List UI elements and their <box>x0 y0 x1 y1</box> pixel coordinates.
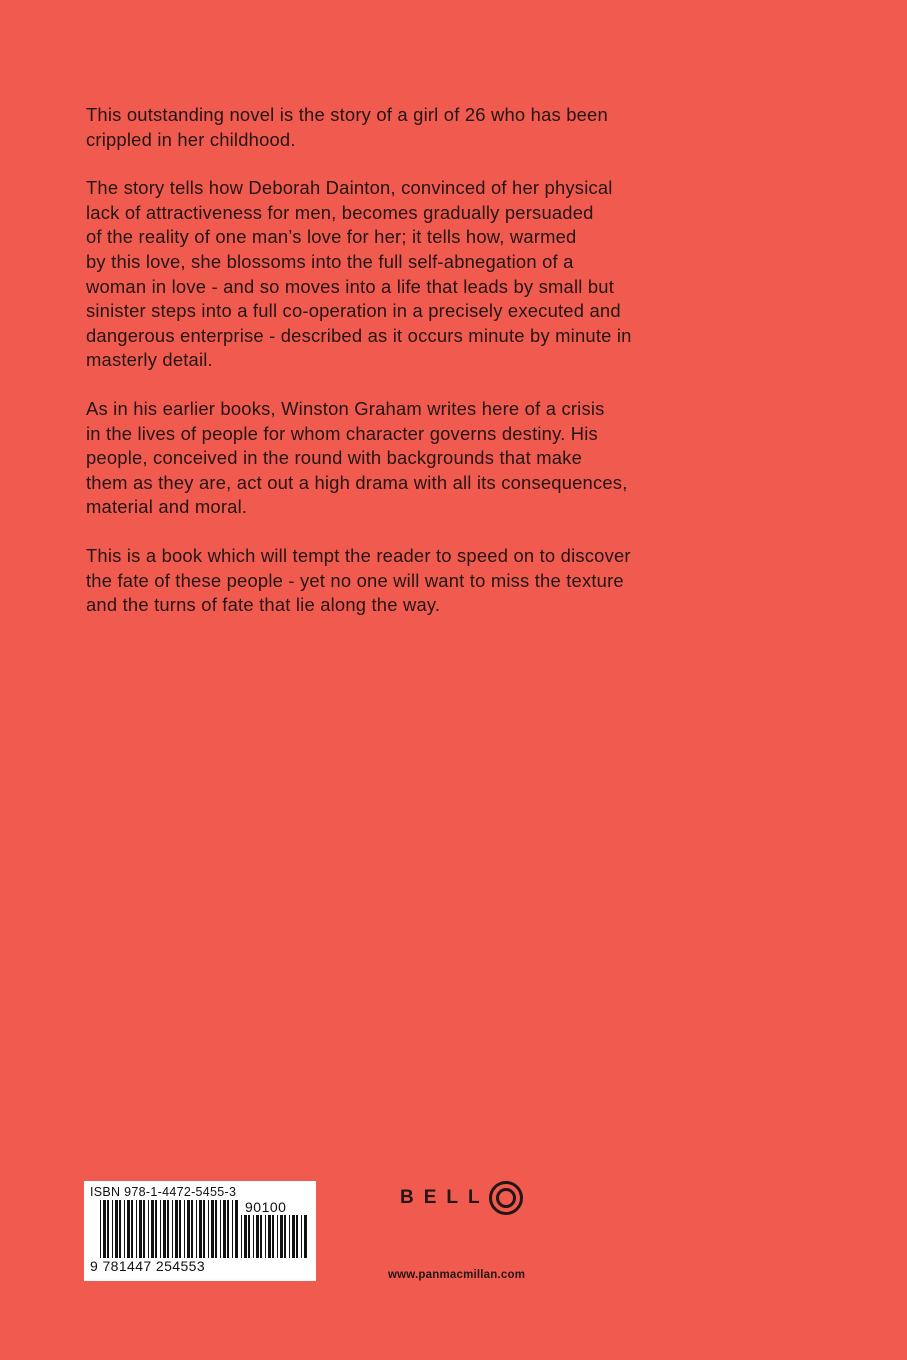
barcode-bar <box>151 1200 154 1258</box>
barcode-bar <box>253 1215 254 1258</box>
barcode-bar <box>301 1215 302 1258</box>
barcode-bar <box>280 1215 283 1258</box>
blurb-paragraph <box>86 176 706 373</box>
blurb-line: of the reality of one man’s love for her; it tells how, warmed <box>86 226 577 248</box>
blurb-line: woman in love - and so moves into a life that leads by small but <box>86 275 614 297</box>
barcode-bar <box>208 1200 209 1258</box>
publisher-logo-text: BELL <box>400 1187 490 1208</box>
barcode-bar <box>199 1200 202 1258</box>
blurb-line: people, conceived in the round with backgrounds that make <box>86 447 582 469</box>
barcode-bar <box>172 1200 173 1258</box>
barcode-bar <box>284 1215 286 1258</box>
barcode-bar <box>265 1215 266 1258</box>
barcode-bar <box>139 1200 142 1258</box>
barcode-bar <box>241 1215 242 1258</box>
barcode-bar <box>191 1200 193 1258</box>
barcode-bar <box>211 1200 214 1258</box>
barcode-bar <box>148 1200 149 1258</box>
barcode-bar <box>127 1200 130 1258</box>
barcode-bar <box>160 1200 161 1258</box>
blurb-line: and the turns of fate that lie along the way. <box>86 594 441 616</box>
barcode-bar <box>277 1215 278 1258</box>
barcode-bar <box>179 1200 181 1258</box>
barcode-bar <box>155 1200 157 1258</box>
barcode-bar <box>289 1215 290 1258</box>
barcode-bar <box>112 1200 113 1258</box>
blurb-line: material and moral. <box>86 496 248 518</box>
ean-barcode-bars <box>100 1200 240 1258</box>
isbn-barcode <box>84 1181 316 1281</box>
price-code: 90100 <box>245 1199 287 1215</box>
barcode-bar <box>272 1215 274 1258</box>
blurb-line: crippled in her childhood. <box>86 128 296 150</box>
barcode-bar <box>203 1200 205 1258</box>
blurb-line: masterly detail. <box>86 349 213 371</box>
blurb-line: the fate of these people - yet no one will want to miss the texture <box>86 569 624 591</box>
blurb-line: As in his earlier books, Winston Graham writes here of a crisis <box>86 397 605 419</box>
barcode-bar <box>292 1215 295 1258</box>
barcode-bar <box>100 1200 101 1258</box>
barcode-bar <box>187 1200 190 1258</box>
barcode-bar <box>103 1200 106 1258</box>
barcode-bar <box>304 1215 307 1258</box>
blurb-paragraph <box>86 397 706 520</box>
barcode-bar <box>220 1200 221 1258</box>
blurb-line: The story tells how Deborah Dainton, convinced of her physical <box>86 177 613 199</box>
blurb-line: This outstanding novel is the story of a girl of 26 who has been <box>86 104 608 125</box>
blurb-line: lack of attractiveness for men, becomes gradually persuaded <box>86 201 594 223</box>
barcode-bar <box>124 1200 125 1258</box>
barcode-bar <box>131 1200 133 1258</box>
barcode-bar <box>167 1200 169 1258</box>
barcode-bar <box>244 1215 247 1258</box>
back-cover-blurb <box>86 103 706 642</box>
blurb-line: This is a book which will tempt the reader to speed on to discover <box>86 544 631 566</box>
barcode-bar <box>163 1200 166 1258</box>
price-barcode-bars <box>241 1215 311 1258</box>
barcode-bar <box>115 1200 118 1258</box>
barcode-bar <box>260 1215 262 1258</box>
barcode-bar <box>184 1200 185 1258</box>
blurb-line: in the lives of people for whom character governs destiny. His <box>86 422 598 444</box>
barcode-bar <box>268 1215 271 1258</box>
barcode-bar <box>215 1200 217 1258</box>
barcode-bar <box>143 1200 145 1258</box>
barcode-bar <box>136 1200 137 1258</box>
blurb-paragraph <box>86 103 706 152</box>
barcode-bar <box>175 1200 178 1258</box>
publisher-website: www.panmacmillan.com <box>388 1269 526 1281</box>
isbn-label: ISBN 978-1-4472-5455-3 <box>90 1185 237 1199</box>
barcode-bar <box>296 1215 298 1258</box>
publisher-logo <box>400 1180 524 1216</box>
blurb-line: dangerous enterprise - described as it occurs minute by minute in <box>86 324 632 346</box>
barcode-bar <box>119 1200 121 1258</box>
barcode-bar <box>235 1200 238 1258</box>
blurb-line: sinister steps into a full co-operation in a precisely executed and <box>86 300 621 322</box>
barcode-bar <box>248 1215 250 1258</box>
barcode-bar <box>256 1215 259 1258</box>
blurb-paragraph <box>86 544 706 618</box>
barcode-bar <box>232 1200 233 1258</box>
blurb-line: by this love, she blossoms into the full self-abnegation of a <box>86 250 574 272</box>
barcode-bar <box>196 1200 197 1258</box>
blurb-line: them as they are, act out a high drama with all its consequences, <box>86 471 628 493</box>
target-circle-icon <box>488 1180 524 1216</box>
barcode-bar <box>223 1200 226 1258</box>
barcode-bar <box>107 1200 109 1258</box>
ean-number: 9 781447 254553 <box>90 1258 205 1274</box>
barcode-bar <box>227 1200 229 1258</box>
